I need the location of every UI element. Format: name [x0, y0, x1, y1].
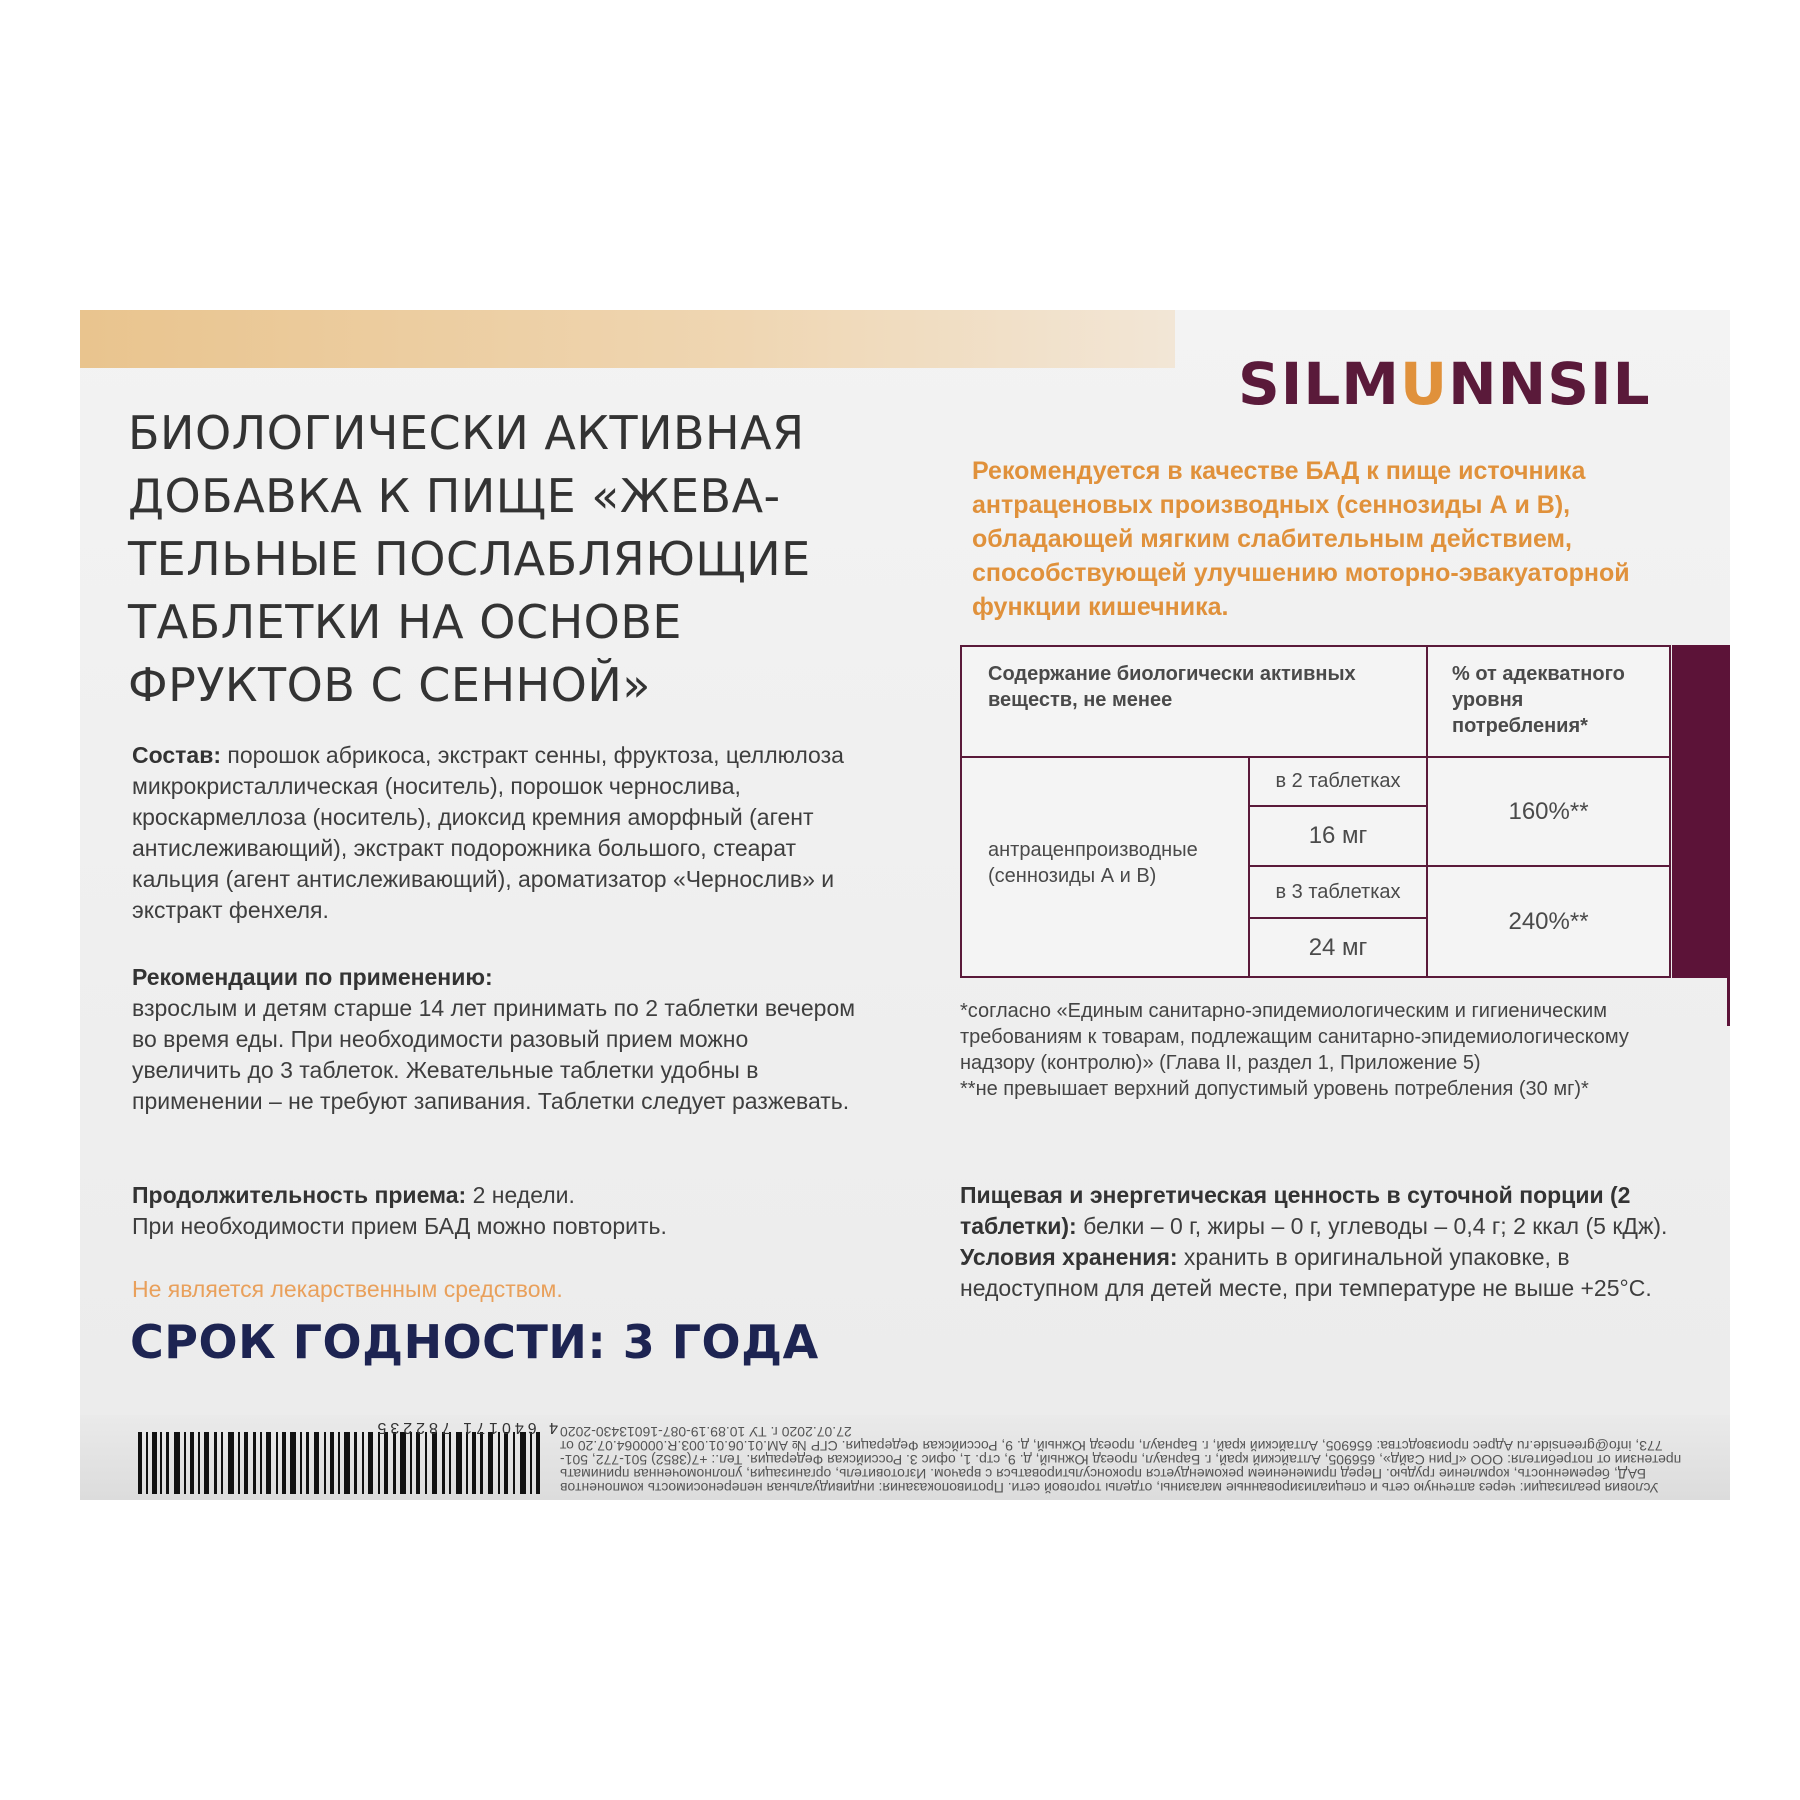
table-header-left: Содержание биологически активных веществ, не менее	[988, 663, 1356, 711]
duration-text-2: При необходимости прием БАД можно повторить.	[132, 1213, 667, 1239]
content-table	[960, 645, 1671, 978]
barcode	[138, 1432, 540, 1494]
storage-text: хранить в оригинальной упаковке, в недоступном для детей месте, при температуре не выше +25°С.	[960, 1244, 1652, 1301]
maroon-side-edge	[1727, 970, 1730, 1026]
duration-label: Продолжительность приема:	[132, 1182, 467, 1208]
product-title: БИОЛОГИЧЕСКИ АКТИВНАЯ ДОБАВКА К ПИЩЕ «ЖЕВА- ТЕЛЬНЫЕ ПОСЛАБЛЯЮЩИЕ ТАБЛЕТКИ НА ОСНОВЕ ФРУКТОВ С СЕННОЙ»	[128, 406, 811, 712]
composition-block	[132, 740, 862, 926]
storage-label: Условия хранения:	[960, 1244, 1178, 1270]
table-percent-2: 240%**	[1508, 907, 1589, 935]
composition-text: порошок абрикоса, экстракт сенны, фруктоза, целлюлоза микрокристаллическая (носитель), порошок чернослива, кроскармеллоза (носитель), диоксид кремния аморфный (агент антислеживающий), экстракт подорожника большого, стеарат кальция (агент антислеживающий), ароматизатор «Чернослив» и экстракт фенхеля.	[132, 742, 844, 923]
footnote-1: *согласно «Единым санитарно-эпидемиологическим и гигиеническим требованиям к товарам, подлежащим санитарно-эпидемиологическому надзору (контролю)» (Глава II, раздел 1, Приложение 5)	[960, 1000, 1629, 1074]
table-dose-1: в 2 таблетках	[1275, 770, 1401, 792]
not-medicine-note: Не является лекарственным средством.	[132, 1276, 563, 1302]
flap-small-print: Условия реализации: через аптечную сеть и специализированные магазины, отделы торговой сети. Противопоказания: индивидуальная непереносимость компонентов БАД, беременность, кормление грудью. Перед применением рекомендуется проконсультироваться с врачом. Изготовитель, организация, уполномоченная принимать претензии от потребителя: ООО «Грин Сайд», 656905, Алтайский край, г. Барнаул, проезд Южный, д. 9, стр. 1, офис 3. Российская Федерация. Тел.: +7(3852) 501-772, 501-773, info@greenside.ru Адрес производства: 656905, Алтайский край, г. Барнаул, проезд Южный, д. 9, Российская Федерация. СГР № AM.01.06.01.003.R.000064.07.20 от 27.07.2020 г. ТУ 10.89.19-087-16013430-2020	[560, 1424, 1682, 1496]
shelf-life: СРОК ГОДНОСТИ: 3 ГОДА	[130, 1315, 819, 1369]
nutrition-text: белки – 0 г, жиры – 0 г, углеводы – 0,4 г; 2 ккал (5 кДж).	[1076, 1213, 1668, 1239]
nutrition-label: Пищевая и энергетическая ценность в суточной порции (2 таблетки):	[960, 1182, 1631, 1239]
brand-logo: SILMUNNSIL	[1238, 350, 1651, 418]
duration-block	[132, 1180, 862, 1242]
table-substance: антраценпроизводные (сеннозиды А и В)	[988, 839, 1198, 887]
barcode-number: 4 640171 782235	[373, 1419, 558, 1436]
table-amount-2: 24 мг	[1308, 933, 1368, 961]
footnotes	[960, 998, 1680, 1102]
nutrition-storage-block	[960, 1180, 1680, 1304]
composition-label: Состав:	[132, 742, 222, 768]
table-header-right: % от адекватного уровня потребления*	[1452, 663, 1625, 737]
top-gradient-band	[80, 310, 1175, 368]
maroon-side-band	[1672, 645, 1730, 978]
usage-text: взрослым и детям старше 14 лет принимать по 2 таблетки вечером во время еды. При необходимости разовый прием можно увеличить до 3 таблеток. Жевательные таблетки удобны в применении – не требуют запивания. Таблетки следует разжевать.	[132, 995, 856, 1114]
recommendation-text: Рекомендуется в качестве БАД к пище источника антраценовых производных (сеннозиды А и В), обладающей мягким слабительным действием, способствующей улучшению моторно-эвакуаторной функции кишечника.	[972, 457, 1630, 621]
table-dose-2: в 3 таблетках	[1275, 880, 1401, 903]
usage-label: Рекомендации по применению:	[132, 964, 493, 990]
usage-block	[132, 962, 862, 1117]
duration-text: 2 недели.	[466, 1182, 575, 1208]
table-percent-1: 160%**	[1508, 797, 1589, 825]
table-amount-1: 16 мг	[1308, 822, 1368, 849]
footnote-2: **не превышает верхний допустимый уровень потребления (30 мг)*	[960, 1078, 1589, 1100]
